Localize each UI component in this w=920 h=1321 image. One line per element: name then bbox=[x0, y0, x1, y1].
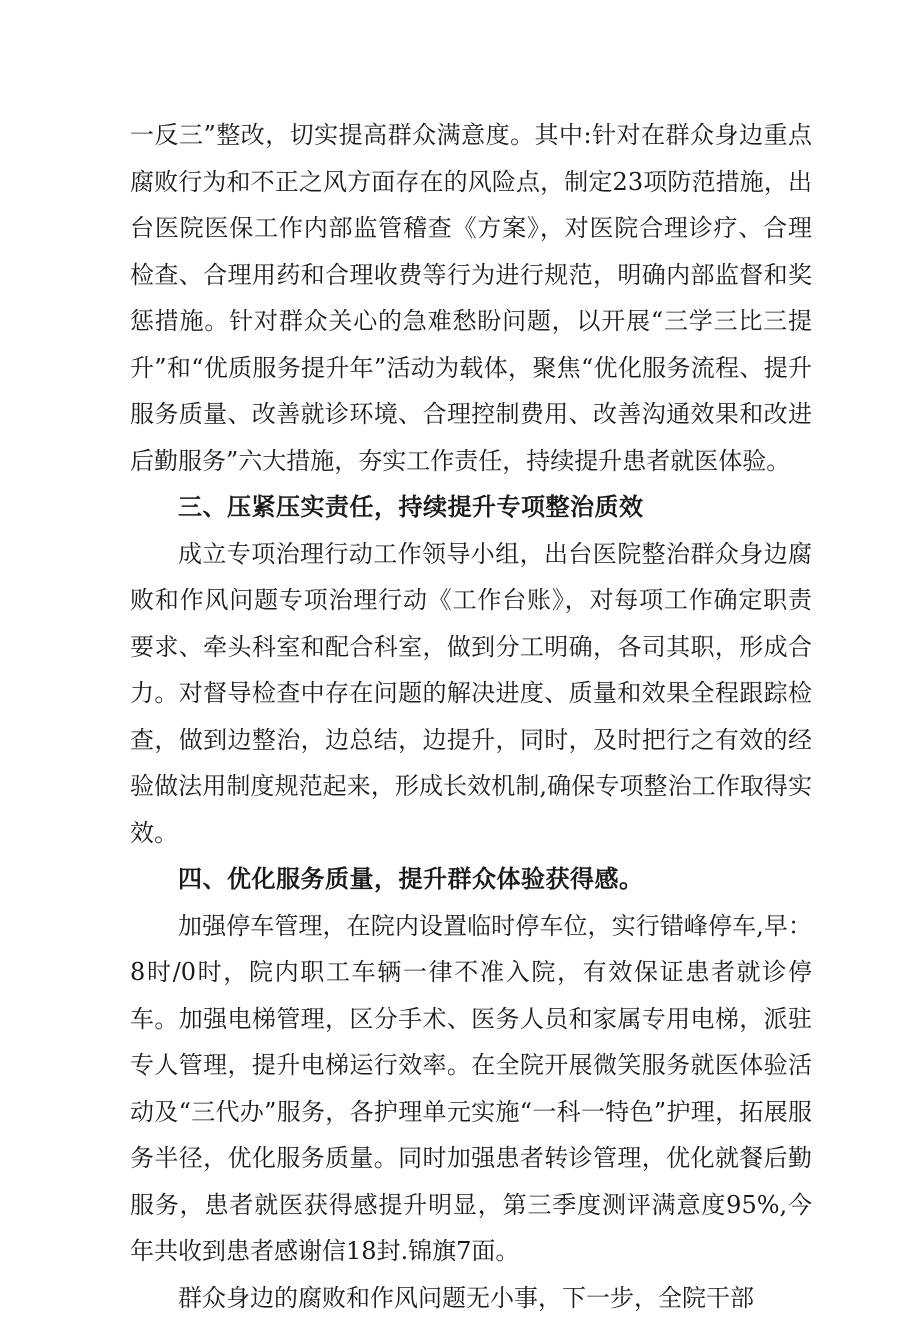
paragraph-service-quality: 加强停车管理，在院内设置临时停车位，实行错峰停车,早：8时/0时，院内职工车辆一律不准入院，有效保证患者就诊停车。加强电梯管理，区分手术、医务人员和家属专用电梯，派驻专人管理，提升电梯运行效率。在全院开展微笑服务就医体验活动及“三代办”服务，各护理单元实施“一科一特色”护理，拓展服务半径，优化服务质量。同时加强患者转诊管理，优化就餐后勤服务，患者就医获得感提升明显，第三季度测评满意度95%,今年共收到患者感谢信18封.锦旗7面。 bbox=[130, 903, 812, 1275]
paragraph-next-steps: 群众身边的腐败和作风问题无小事，下一步，全院干部 bbox=[130, 1275, 812, 1321]
paragraph-continuation: 一反三”整改，切实提高群众满意度。其中:针对在群众身边重点腐败行为和不正之风方面存在的风险点，制定23项防范措施，出台医院医保工作内部监管稽查《方案》，对医院合理诊疗、合理检查、合理用药和合理收费等行为进行规范，明确内部监督和奖惩措施。针对群众关心的急难愁盼问题，以开展“三学三比三提升”和“优质服务提升年”活动为载体，聚焦“优化服务流程、提升服务质量、改善就诊环境、合理控制费用、改善沟通效果和改进后勤服务”六大措施，夯实工作责任，持续提升患者就医体验。 bbox=[130, 112, 812, 484]
document-body bbox=[130, 112, 812, 1321]
section-heading-3: 三、压紧压实责任，持续提升专项整治质效 bbox=[130, 484, 812, 531]
paragraph-leadership-group: 成立专项治理行动工作领导小组，出台医院整治群众身边腐败和作风问题专项治理行动《工作台账》，对每项工作确定职责要求、牵头科室和配合科室，做到分工明确，各司其职，形成合力。对督导检查中存在问题的解决进度、质量和效果全程跟踪检查，做到边整治，边总结，边提升，同时，及时把行之有效的经验做法用制度规范起来，形成长效机制,确保专项整治工作取得实效。 bbox=[130, 531, 812, 857]
section-heading-4: 四、优化服务质量，提升群众体验获得感。 bbox=[130, 856, 812, 903]
